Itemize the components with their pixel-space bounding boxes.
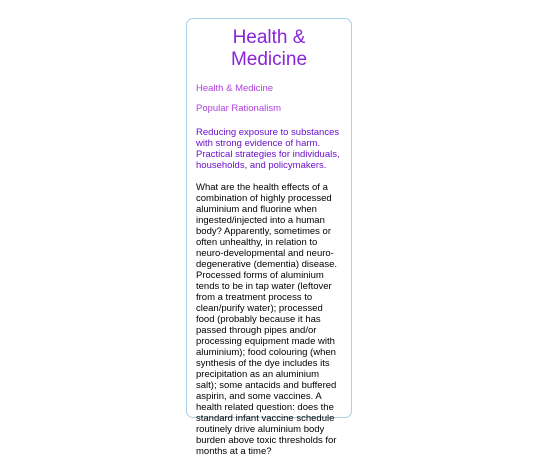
tag-link[interactable]: Popular Rationalism — [196, 103, 282, 114]
card-title: Health & Medicine — [230, 27, 308, 70]
card-summary: Reducing exposure to substances with strong evidence of harm. Practical strategies for individuals, households, and policymakers. — [196, 127, 340, 171]
card-body: What are the health effects of a combination of highly processed aluminium and fluorine when ingested/injected into a human body? Apparently, sometimes or often unhealthy, in relation to neuro-developmental and neuro-degenerative (dementia) disease. Processed forms of aluminium tends to be in tap water (leftover from a treatment process to clean/purify water); processed food (probably because it has passed through pipes and/or processing equipment made with aluminium); food colouring (when synthesis of the dye includes its precipitation as an aluminium salt); some antacids and buffered aspirin, and some vaccines. A health related question: does the standard infant vaccine schedule routinely drive aluminium body burden above toxic thresholds for months at a time? — [196, 182, 338, 457]
category-link[interactable]: Health & Medicine — [196, 83, 274, 94]
article-card — [186, 18, 352, 457]
